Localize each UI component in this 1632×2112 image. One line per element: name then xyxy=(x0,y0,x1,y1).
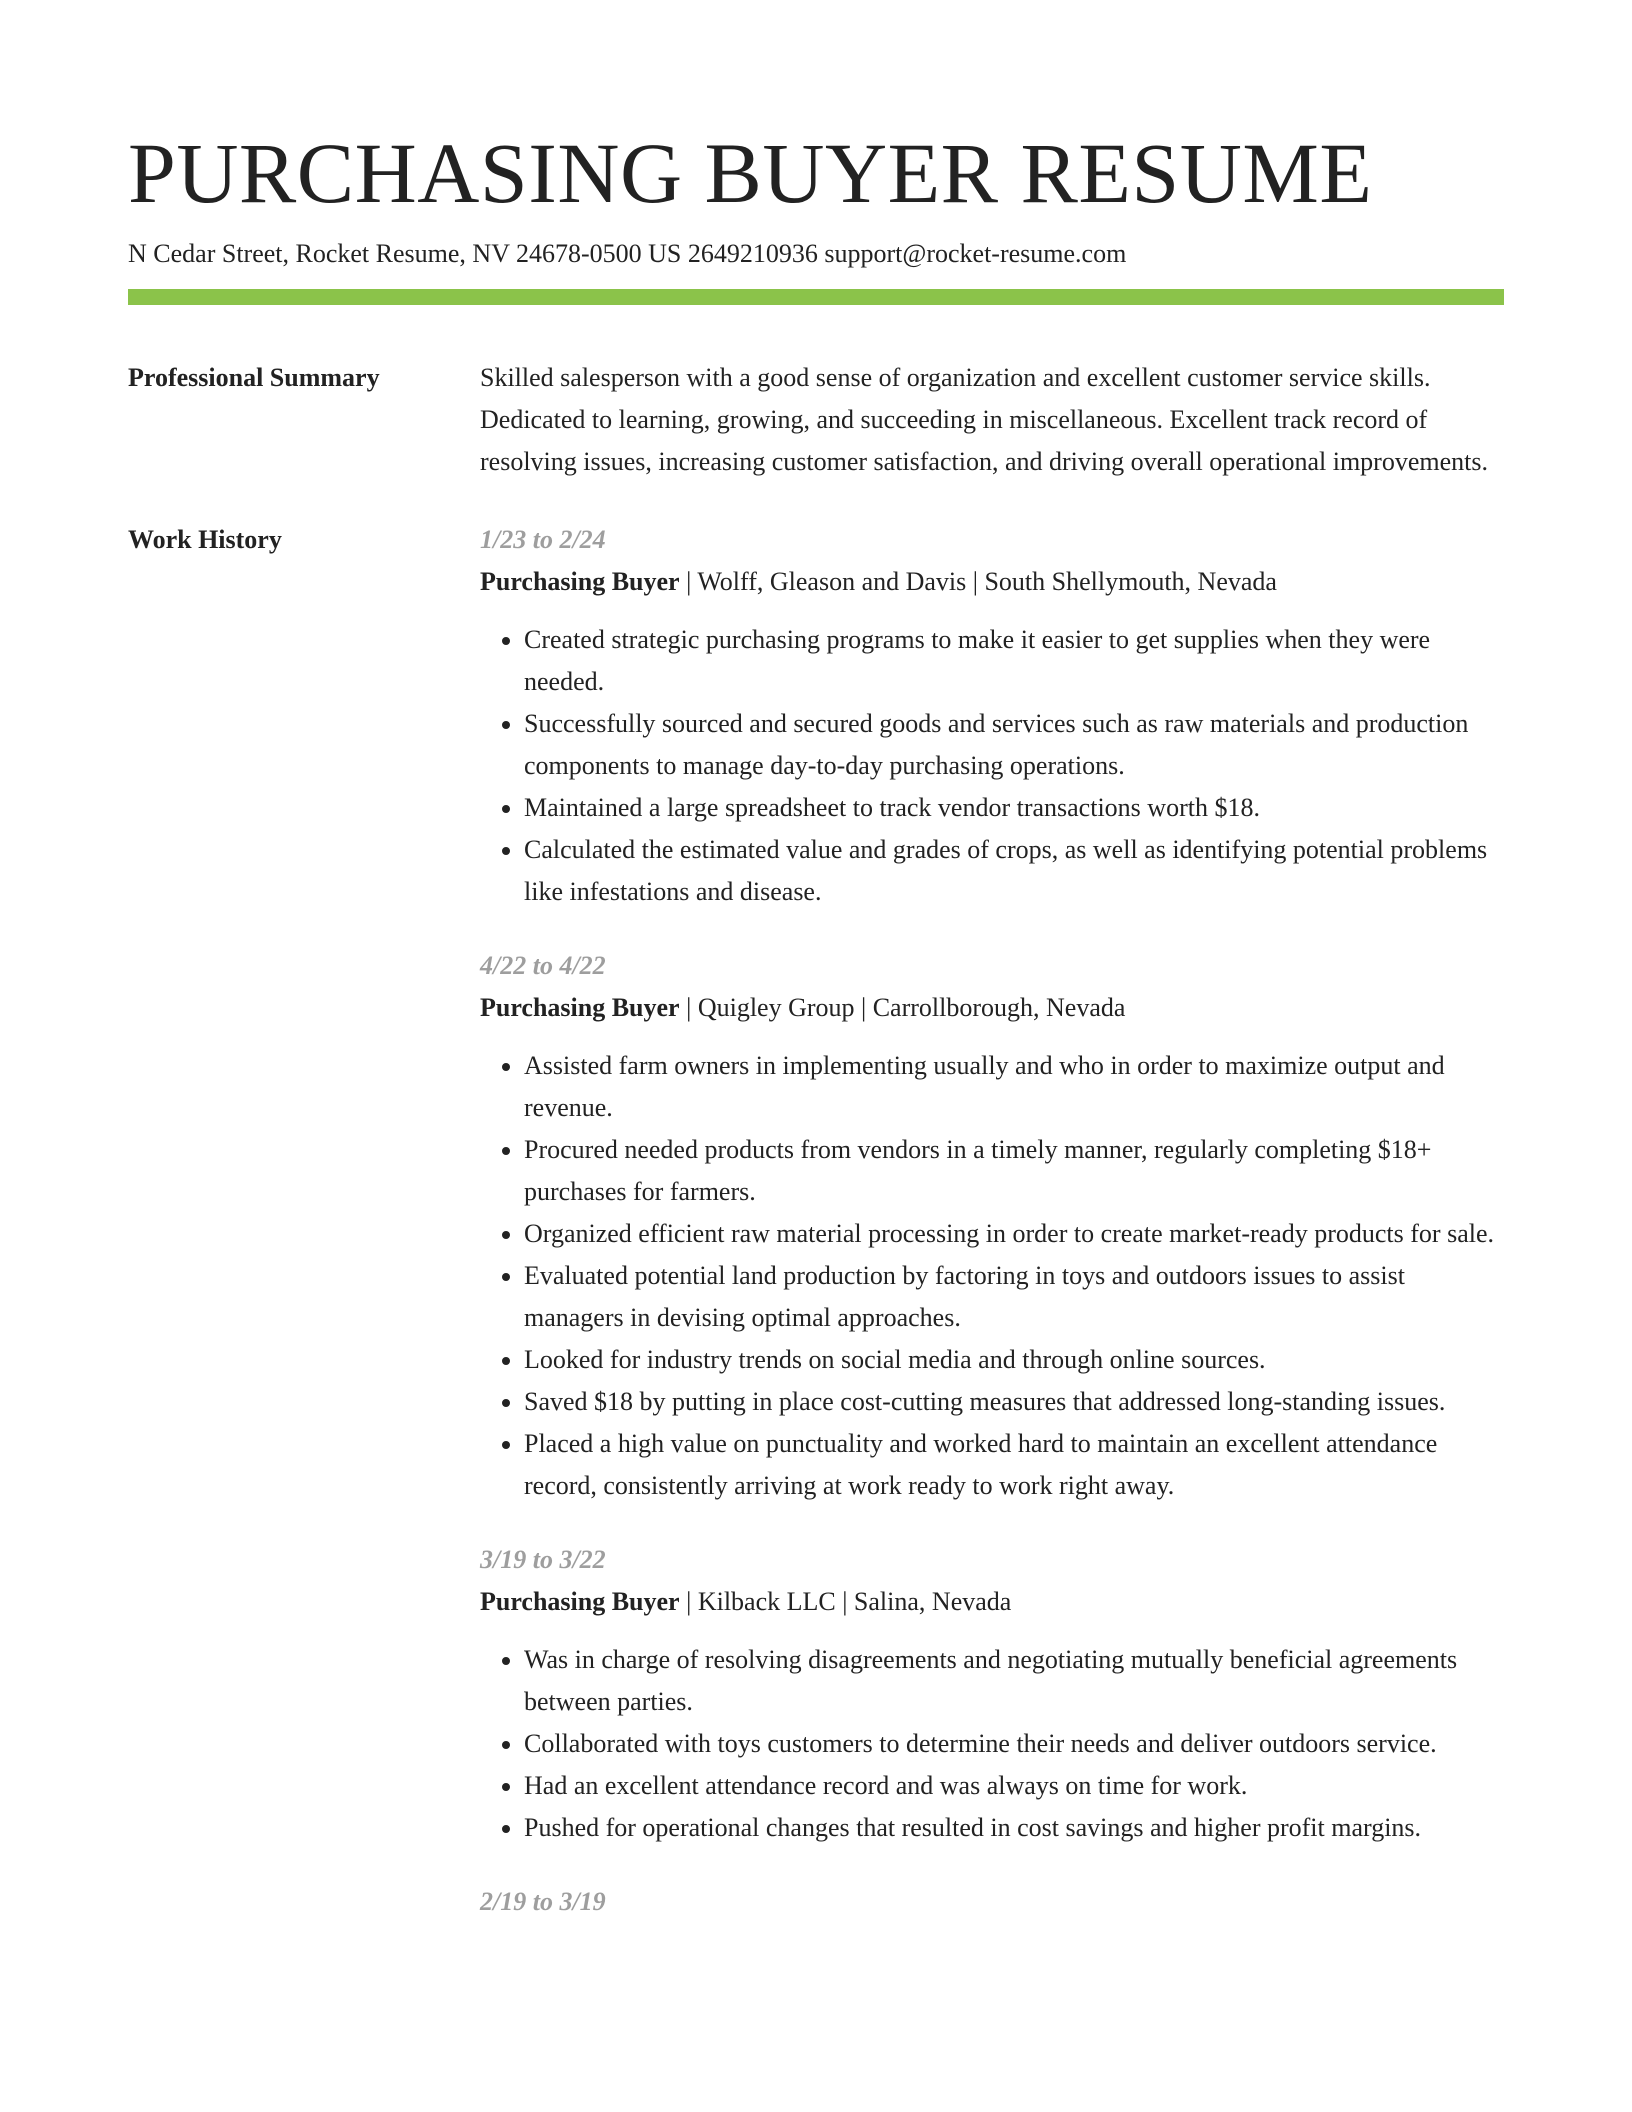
summary-text: Skilled salesperson with a good sense of organization and excellent customer service skills. Dedicated to learning, growing, and succeeding in miscellaneous. Excellent track record of resolving issues, increasing customer satisfaction, and driving overall operational improvements. xyxy=(480,363,1488,477)
job-bullets xyxy=(480,1639,1504,1849)
list-item: • Assisted farm owners in implementing usually and who in order to maximize output and revenue. xyxy=(524,1045,1504,1129)
list-item: • Saved $18 by putting in place cost-cutting measures that addressed long-standing issues. xyxy=(524,1381,1504,1423)
list-item: • Organized efficient raw material processing in order to create market-ready products for sale. xyxy=(524,1213,1504,1255)
job-company-location: | Kilback LLC | Salina, Nevada xyxy=(679,1587,1012,1617)
section-body xyxy=(480,357,1504,483)
list-item: • Evaluated potential land production by factoring in toys and outdoors issues to assist managers in devising optimal approaches. xyxy=(524,1255,1504,1339)
job-bullets xyxy=(480,1045,1504,1507)
job-heading xyxy=(480,561,1504,603)
list-item: • Maintained a large spreadsheet to track vendor transactions worth $18. xyxy=(524,787,1504,829)
job-company-location: | Wolff, Gleason and Davis | South Shellymouth, Nevada xyxy=(679,567,1277,597)
job-title: Purchasing Buyer xyxy=(480,567,680,597)
list-item: • Procured needed products from vendors in a timely manner, regularly completing $18+ purchases for farmers. xyxy=(524,1129,1504,1213)
job-title: Purchasing Buyer xyxy=(480,1587,680,1617)
job-bullets xyxy=(480,619,1504,913)
job-entry xyxy=(480,945,1504,1507)
header-divider xyxy=(128,289,1504,305)
contact-info: N Cedar Street, Rocket Resume, NV 24678-0500 US 2649210936 support@rocket-resume.com xyxy=(128,239,1127,268)
section-title: Professional Summary xyxy=(128,363,380,393)
job-entry xyxy=(480,1881,1504,1923)
professional-summary-section xyxy=(128,357,1504,483)
resume-page xyxy=(128,0,1504,1955)
job-dates: 2/19 to 3/19 xyxy=(480,1887,606,1917)
list-item: • Looked for industry trends on social media and through online sources. xyxy=(524,1339,1504,1381)
job-heading xyxy=(480,987,1504,1029)
section-title: Work History xyxy=(128,525,282,555)
job-title: Purchasing Buyer xyxy=(480,993,680,1023)
job-dates: 3/19 to 3/22 xyxy=(480,1545,606,1575)
job-heading xyxy=(480,1581,1504,1623)
jobs-list xyxy=(480,519,1504,1955)
job-entry xyxy=(480,1539,1504,1849)
list-item: • Had an excellent attendance record and was always on time for work. xyxy=(524,1765,1504,1807)
list-item: • Calculated the estimated value and grades of crops, as well as identifying potential problems like infestations and disease. xyxy=(524,829,1504,913)
list-item: • Pushed for operational changes that resulted in cost savings and higher profit margins. xyxy=(524,1807,1504,1849)
job-dates: 1/23 to 2/24 xyxy=(480,525,606,555)
list-item: • Created strategic purchasing programs to make it easier to get supplies when they were needed. xyxy=(524,619,1504,703)
list-item: • Successfully sourced and secured goods and services such as raw materials and production components to manage day-to-day purchasing operations. xyxy=(524,703,1504,787)
work-history-section xyxy=(128,519,1504,1955)
list-item: • Collaborated with toys customers to determine their needs and deliver outdoors service. xyxy=(524,1723,1504,1765)
list-item: • Was in charge of resolving disagreements and negotiating mutually beneficial agreements between parties. xyxy=(524,1639,1504,1723)
resume-title: PURCHASING BUYER RESUME xyxy=(128,125,1373,221)
list-item: • Placed a high value on punctuality and worked hard to maintain an excellent attendance record, consistently arriving at work ready to work right away. xyxy=(524,1423,1504,1507)
job-dates: 4/22 to 4/22 xyxy=(480,951,606,981)
job-entry xyxy=(480,519,1504,913)
job-company-location: | Quigley Group | Carrollborough, Nevada xyxy=(679,993,1126,1023)
